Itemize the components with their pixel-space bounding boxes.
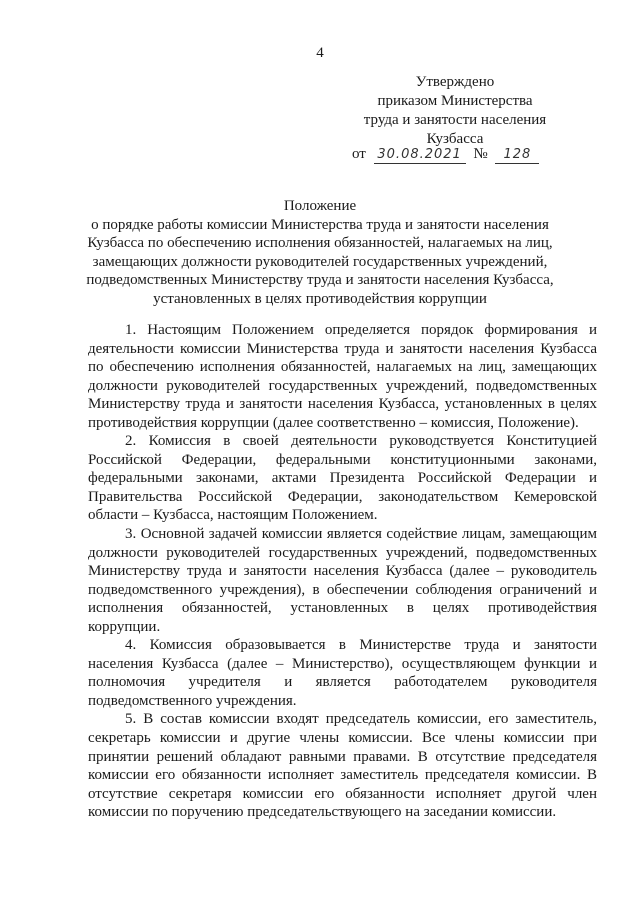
- title-line: подведомственных Министерству труда и занятости населения Кузбасса,: [86, 272, 554, 289]
- approval-line: Утверждено: [415, 74, 495, 90]
- document-title: [82, 197, 558, 309]
- approval-line: приказом Министерства: [377, 93, 533, 109]
- title-heading: Положение: [283, 198, 357, 214]
- title-line: Кузбасса по обеспечению исполнения обязанностей, налагаемых на лиц,: [87, 235, 553, 252]
- approval-stamp: [340, 73, 570, 149]
- paragraph: 2. Комиссия в своей деятельности руководствуется Конституцией Российской Федерации, федеральными конституционными законами, федеральными законами, актами Президента Российской Федерации и Правительства Российской Федерации, законодательством Кемеровской области – Кузбасса, настоящим Положением.: [88, 433, 597, 524]
- paragraph: 3. Основной задачей комиссии является содействие лицам, замещающим должности руководителей государственных учреждений, подведомственных Министерству труда и занятости населения Кузбасса (далее – руководитель подведомственного учреждения), в обеспечении соблюдения ограничений и исполнения обязанностей, установленных в целях противодействия коррупции.: [88, 526, 597, 635]
- approval-date: 30.08.2021: [374, 147, 466, 164]
- title-line: замещающих должности руководителей государственных учреждений,: [92, 253, 548, 270]
- page-number: 4: [316, 45, 324, 61]
- title-line: установленных в целях противодействия коррупции: [153, 290, 487, 307]
- paragraph: 4. Комиссия образовывается в Министерстве труда и занятости населения Кузбасса (далее – Министерство), осуществляющем функции и полномочия учредителя и является работодателем руководителя подведомственного учреждения.: [88, 637, 597, 709]
- date-prefix: от: [352, 146, 366, 162]
- paragraph: 5. В состав комиссии входят председатель комиссии, его заместитель, секретарь комиссии и другие члены комиссии. Все члены комиссии при принятии решений обладают равными правами. В отсутствие председателя комиссии его обязанности исполняет заместитель председателя комиссии. В отсутствие секретаря комиссии его обязанности исполняет другой член комиссии по поручению председательствующего на заседании комиссии.: [88, 711, 597, 821]
- approval-line: Кузбасса: [426, 131, 484, 147]
- paragraph: 1. Настоящим Положением определяется порядок формирования и деятельности комиссии Министерства труда и занятости населения Кузбасса по обеспечению исполнения обязанностей, налагаемых на лиц, замещающих должности руководителей государственных учреждений, подведомственных Министерству труда и занятости населения Кузбасса, установленных в целях противодействия коррупции (далее соответственно – комиссия, Положение).: [88, 322, 597, 431]
- approval-number: 128: [495, 147, 539, 164]
- title-line: о порядке работы комиссии Министерства труда и занятости населения: [91, 216, 549, 233]
- approval-line: труда и занятости населения: [363, 112, 547, 128]
- approval-date-line: [352, 145, 572, 164]
- document-body: [88, 321, 597, 822]
- number-sign: №: [473, 146, 488, 162]
